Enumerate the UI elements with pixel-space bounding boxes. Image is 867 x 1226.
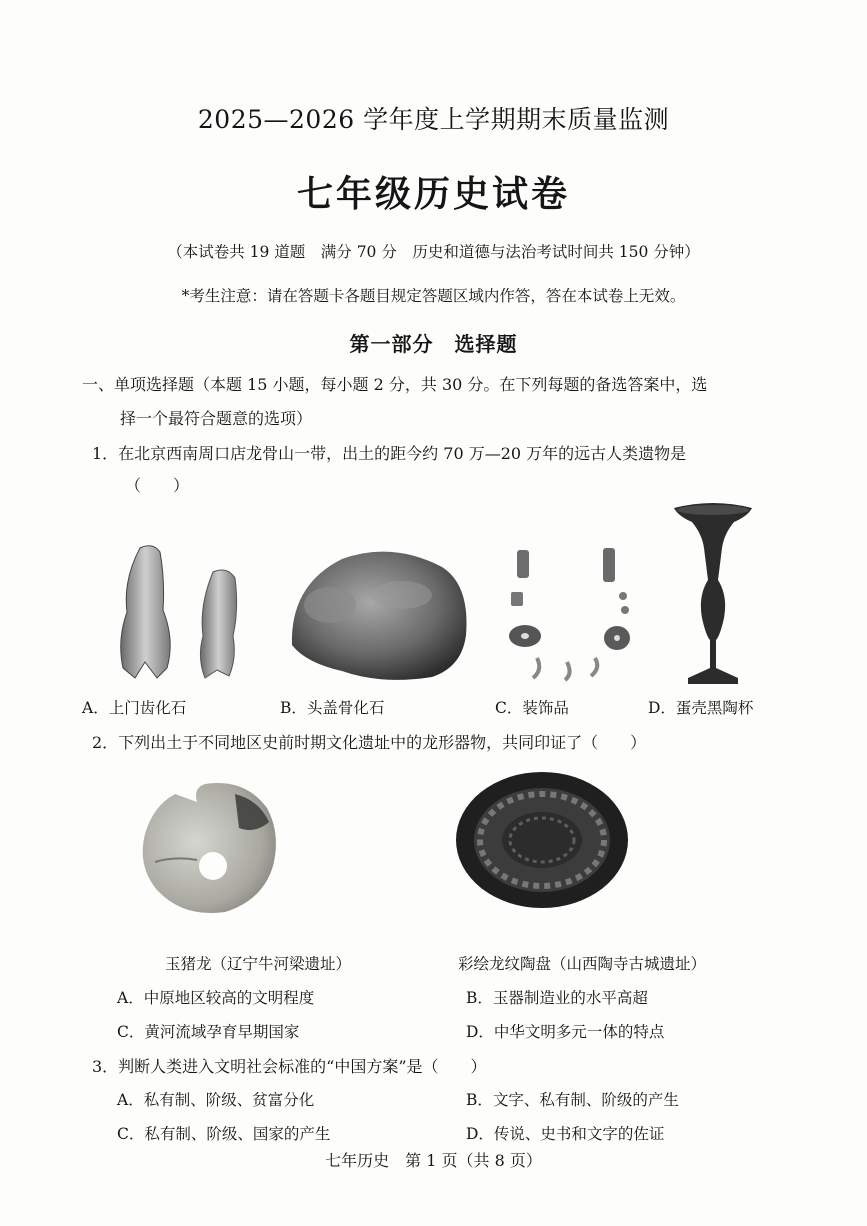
painted-dragon-plate-image <box>452 768 632 918</box>
exam-period-title: 2025—2026 学年度上学期期末质量监测 <box>197 105 670 134</box>
q3-stem: 3．判断人类进入文明社会标准的“中国方案”是（ ） <box>92 1057 487 1076</box>
part-instruction-line2: 择一个最符合题意的选项） <box>120 409 313 428</box>
skull-fossil-image <box>282 545 472 685</box>
q1-option-b[interactable]: B．头盖骨化石 <box>280 699 385 717</box>
q1-stem: 1．在北京西南周口店龙骨山一带，出土的距今约 70 万—20 万年的远古人类遗物是 <box>92 444 687 463</box>
q2-caption-plate: 彩绘龙纹陶盘（山西陶寺古城遗址） <box>458 955 707 973</box>
section-title: 第一部分 选择题 <box>349 332 518 356</box>
q1-option-a[interactable]: A．上门齿化石 <box>82 699 187 717</box>
q1-option-c[interactable]: C．装饰品 <box>495 699 569 717</box>
exam-info: （本试卷共 19 道题 满分 70 分 历史和道德与法治考试时间共 150 分钟） <box>167 243 700 261</box>
q3-option-b[interactable]: B．文字、私有制、阶级的产生 <box>466 1091 679 1109</box>
q2-option-b[interactable]: B．玉器制造业的水平高超 <box>466 989 648 1007</box>
page-footer: 七年历史 第 1 页（共 8 页） <box>325 1151 542 1170</box>
q2-option-d[interactable]: D．中华文明多元一体的特点 <box>466 1023 665 1041</box>
incisor-fossil-image <box>105 540 255 690</box>
q2-caption-jade: 玉猪龙（辽宁牛河梁遗址） <box>165 955 352 973</box>
q1-answer-bracket: （ ） <box>125 476 190 495</box>
q1-option-d[interactable]: D．蛋壳黑陶杯 <box>648 699 754 717</box>
q3-option-d[interactable]: D．传说、史书和文字的佐证 <box>466 1125 665 1143</box>
q2-option-c[interactable]: C．黄河流域孕育早期国家 <box>117 1023 300 1041</box>
q3-option-a[interactable]: A．私有制、阶级、贫富分化 <box>117 1091 315 1109</box>
black-pottery-cup-image <box>668 500 758 690</box>
part-instruction-line1: 一、单项选择题（本题 15 小题，每小题 2 分，共 30 分。在下列每题的备选答案中，选 <box>82 375 708 394</box>
q3-option-c[interactable]: C．私有制、阶级、国家的产生 <box>117 1125 331 1143</box>
exam-notice: *考生注意：请在答题卡各题目规定答题区域内作答，答在本试卷上无效。 <box>181 287 686 305</box>
exam-subject-title: 七年级历史试卷 <box>296 173 570 215</box>
q2-option-a[interactable]: A．中原地区较高的文明程度 <box>117 989 315 1007</box>
ornaments-image <box>495 540 645 685</box>
jade-pig-dragon-image <box>135 778 285 918</box>
q2-stem: 2．下列出土于不同地区史前时期文化遗址中的龙形器物，共同印证了（ ） <box>92 733 647 752</box>
